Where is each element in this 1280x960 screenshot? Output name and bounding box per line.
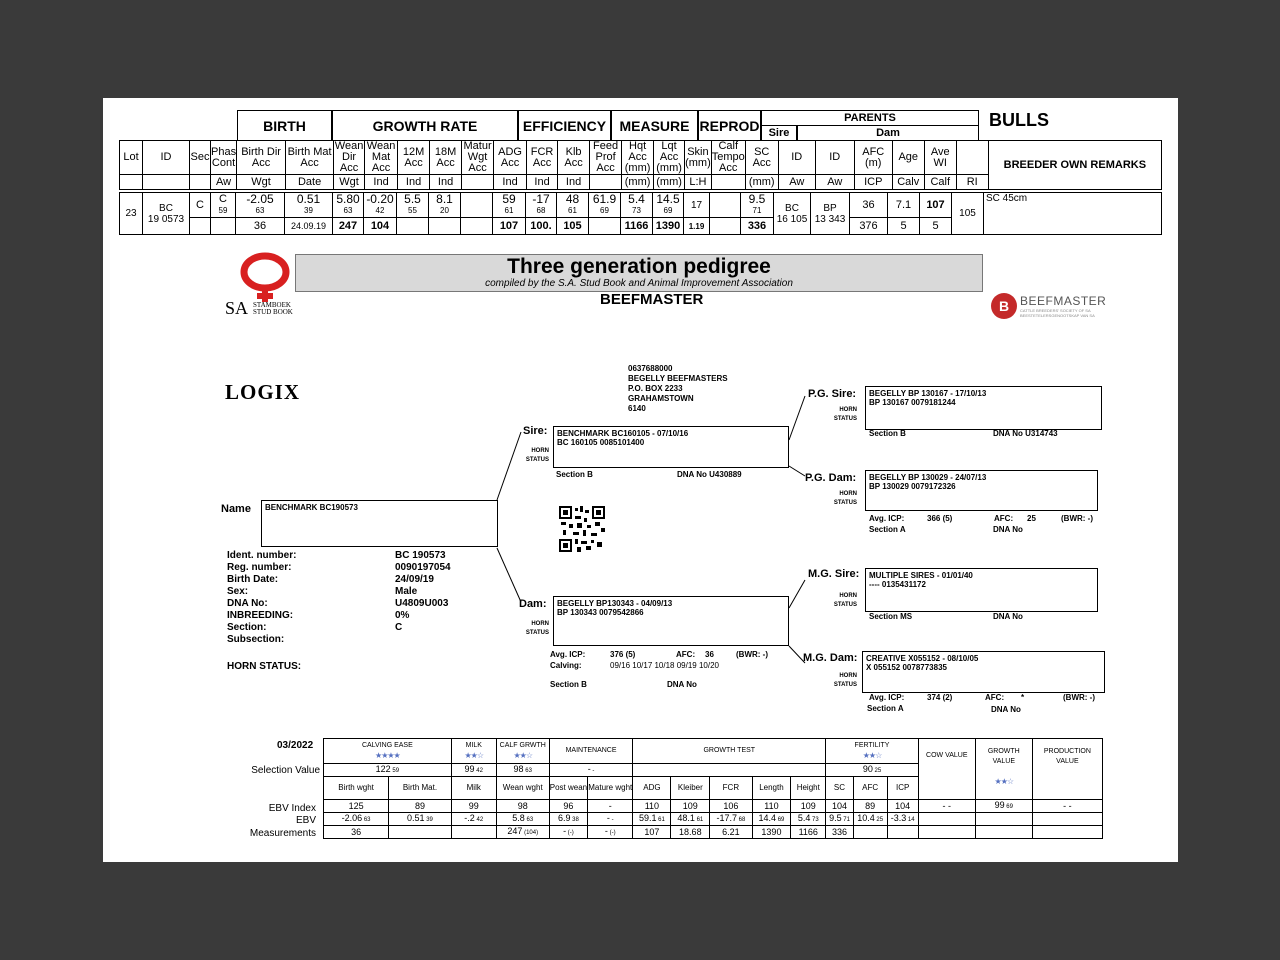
col-age: Age xyxy=(892,141,924,175)
ebv-cell xyxy=(451,826,496,839)
ebv-cell xyxy=(918,813,975,826)
sale-cell: 59 61 xyxy=(493,193,526,218)
sale-cell: 107 xyxy=(920,193,952,218)
ebv-index-row xyxy=(324,800,1103,813)
sub-17: L:H xyxy=(685,175,712,190)
ebv-cell: 6.21 xyxy=(710,826,752,839)
sale-cell: 36 xyxy=(236,218,285,235)
sale-cell: -0.20 42 xyxy=(364,193,397,218)
ebv-cell: Birth wght xyxy=(324,777,389,800)
ebv-group-growth-value: GROWTH VALUE ★★☆ xyxy=(975,739,1032,800)
mg-dam-box: CREATIVE X055152 - 08/10/05 X 055152 0078773835 xyxy=(862,651,1105,693)
ebv-cell: - - xyxy=(588,813,633,826)
sub-22: ICP xyxy=(854,175,892,190)
ebv-cell: 48.1 61 xyxy=(671,813,710,826)
sale-cell: 1.19 xyxy=(684,218,710,235)
group-dam: Dam xyxy=(797,125,979,140)
ebv-cell: 109 xyxy=(671,800,710,813)
sale-cell: 5 xyxy=(888,218,920,235)
ebv-cell xyxy=(975,826,1032,839)
pedigree-document xyxy=(103,98,1178,862)
sub-12: Ind xyxy=(527,175,558,190)
sub-4: Wgt xyxy=(237,175,286,190)
ebv-cell: ADG xyxy=(633,777,671,800)
sale-cell: -2.05 63 xyxy=(236,193,285,218)
sire-section: Section B xyxy=(556,470,593,479)
sub-13: Ind xyxy=(558,175,590,190)
ebv-cell: -3.3 14 xyxy=(887,813,918,826)
ebv-cell: 122 59 xyxy=(324,764,452,777)
sale-cell: C xyxy=(190,193,211,218)
ebv-table xyxy=(323,738,1103,839)
ebv-cell xyxy=(887,826,918,839)
ebv-cell: 106 xyxy=(710,800,752,813)
col-sc: SC Acc xyxy=(745,141,778,175)
ebv-cell: Birth Mat. xyxy=(389,777,452,800)
sub-15: (mm) xyxy=(622,175,654,190)
ebv-cell: 18.68 xyxy=(671,826,710,839)
dam-label: Dam: xyxy=(519,598,547,610)
ebv-cell: 110 xyxy=(752,800,791,813)
sub-5: Date xyxy=(286,175,334,190)
sub-23: Calv xyxy=(892,175,924,190)
sale-cell: 100. xyxy=(526,218,557,235)
sale-cell: -17 68 xyxy=(526,193,557,218)
ebv-cell: 36 xyxy=(324,826,389,839)
sale-cell: 7.1 xyxy=(888,193,920,218)
dam-section: Section B xyxy=(550,680,587,689)
col-12m: 12M Acc xyxy=(398,141,430,175)
group-growth-rate: GROWTH RATE xyxy=(332,110,518,140)
logix-logo: LOGIX xyxy=(225,380,301,404)
animal-name-box: BENCHMARK BC190573 xyxy=(261,500,498,547)
col-birth-dir: Birth Dir Acc xyxy=(237,141,286,175)
col-lqt: Lqt Acc (mm) xyxy=(654,141,685,175)
col-18m: 18M Acc xyxy=(430,141,462,175)
sire-label: Sire: xyxy=(523,425,548,437)
ebv-cell: 89 xyxy=(853,800,887,813)
col-phas-cont: Phas Cont xyxy=(211,141,237,175)
beefmaster-logo-text: BEEFMASTER xyxy=(1020,294,1107,308)
ebv-row-label-selection: Selection Value xyxy=(251,765,320,776)
ebv-cell: Length xyxy=(752,777,791,800)
col-ave-wi: Ave WI xyxy=(924,141,956,175)
ebv-cell: Height xyxy=(791,777,826,800)
breed-name: BEEFMASTER xyxy=(600,291,704,308)
sale-cell: 336 xyxy=(741,218,774,235)
ebv-cell: 99 42 xyxy=(451,764,496,777)
ebv-group-maintenance: MAINTENANCE xyxy=(549,739,633,764)
pg-sire-box: BEGELLY BP 130167 - 17/10/13 BP 130167 0079181244 xyxy=(865,386,1102,430)
page-subtitle: compiled by the S.A. Stud Book and Animal Improvement Association xyxy=(485,278,793,289)
ebv-row-label-index: EBV Index xyxy=(268,803,316,814)
ebv-cell: 98 63 xyxy=(496,764,549,777)
sale-cell: BC 19 0573 xyxy=(143,193,190,235)
ebv-cell xyxy=(389,826,452,839)
sub-16: (mm) xyxy=(654,175,685,190)
ebv-cell: - (-) xyxy=(588,826,633,839)
ebv-cell: - - xyxy=(549,764,633,777)
sa-logo-text: SA xyxy=(225,298,249,318)
sire-box: BENCHMARK BC160105 - 07/10/16 BC 160105 0085101400 xyxy=(553,426,789,468)
dam-dna: DNA No xyxy=(667,680,697,689)
ebv-cell: 5.8 63 xyxy=(496,813,549,826)
ebv-cell: 89 xyxy=(389,800,452,813)
ebv-cell: 0.51 39 xyxy=(389,813,452,826)
group-efficiency: EFFICIENCY xyxy=(518,110,611,140)
col-id: ID xyxy=(143,141,190,175)
ebv-group-fertility: FERTILITY ★★☆ xyxy=(826,739,919,764)
page-title: Three generation pedigree xyxy=(507,255,771,278)
sub-3: Aw xyxy=(211,175,237,190)
mg-sire-section: Section MS xyxy=(869,612,913,621)
group-parents: PARENTS xyxy=(761,110,979,125)
dam-box: BEGELLY BP130343 - 04/09/13 BP 130343 0079542866 xyxy=(553,596,789,646)
ebv-cell: FCR xyxy=(710,777,752,800)
ebv-cell xyxy=(853,826,887,839)
ebv-cell xyxy=(1032,813,1102,826)
sub-6: Wgt xyxy=(334,175,365,190)
col-klb: Klb Acc xyxy=(558,141,590,175)
ebv-cell xyxy=(975,813,1032,826)
sub-24: Calf xyxy=(924,175,956,190)
sub-21: Aw xyxy=(815,175,854,190)
sale-cell: BP 13 343 xyxy=(811,193,850,235)
sale-cell: 5.5 55 xyxy=(397,193,429,218)
sale-cell: 48 61 xyxy=(557,193,589,218)
ebv-group-milk: MILK ★★☆ xyxy=(451,739,496,764)
sale-cell: 0.51 39 xyxy=(285,193,333,218)
mg-dam-horn-status: HORN STATUS xyxy=(833,673,857,688)
ebv-row-label-measurements: Measurements xyxy=(249,828,316,839)
ebv-cell: 59.1 61 xyxy=(633,813,671,826)
ebv-cell: Kleiber xyxy=(671,777,710,800)
sire-dna: DNA No U430889 xyxy=(677,470,742,479)
sale-cell: 5.4 73 xyxy=(621,193,653,218)
sale-cell: 105 xyxy=(952,193,984,235)
ebv-group-production-value: PRODUCTION VALUE xyxy=(1032,739,1102,800)
dam-horn-status: HORN STATUS xyxy=(525,621,549,636)
ebv-cell: 6.9 38 xyxy=(549,813,587,826)
group-birth: BIRTH xyxy=(237,110,332,140)
ebv-cell: 125 xyxy=(324,800,389,813)
breeder-address: 0637688000 BEGELLY BEEFMASTERS P.O. BOX 2233 GRAHAMSTOWN 6140 xyxy=(628,364,728,413)
ebv-row-label-ebv: EBV xyxy=(295,815,316,826)
ebv-cell xyxy=(633,764,826,777)
sale-cell: 14.5 69 xyxy=(653,193,684,218)
beefmaster-logo-caption: CATTLE BREEDERS' SOCIETY OF SA BEESTETELERSGENOOTSKAP VAN SA xyxy=(1020,308,1095,318)
col-remarks: BREEDER OWN REMARKS xyxy=(988,141,1161,190)
col-birth-mat: Birth Mat Acc xyxy=(286,141,334,175)
col-hqt: Hqt Acc (mm) xyxy=(622,141,654,175)
ebv-cell: 247 (104) xyxy=(496,826,549,839)
sale-cell: 24.09.19 xyxy=(285,218,333,235)
ebv-group-growth-test: GROWTH TEST xyxy=(633,739,826,764)
col-sire-id: ID xyxy=(778,141,815,175)
ebv-cell: 99 69 xyxy=(975,800,1032,813)
ebv-cell: 10.4 25 xyxy=(853,813,887,826)
ebv-cell: Post wean xyxy=(549,777,587,800)
col-calf-tempo: Calf Tempo Acc xyxy=(711,140,745,174)
sale-cell: 105 xyxy=(557,218,589,235)
pg-dam-label: P.G. Dam: xyxy=(805,472,857,484)
sale-cell: 107 xyxy=(493,218,526,235)
ebv-cell: ICP xyxy=(887,777,918,800)
col-lot: Lot xyxy=(120,141,143,175)
sale-cell: 36 xyxy=(850,193,888,218)
name-label: Name xyxy=(221,503,251,515)
sale-cell: 1390 xyxy=(653,218,684,235)
ebv-cell: 336 xyxy=(826,826,854,839)
sale-cell: 61.9 69 xyxy=(589,193,621,218)
ebv-measurements-row xyxy=(324,826,1103,839)
ebv-cell: Milk xyxy=(451,777,496,800)
pg-dam-stats: Avg. ICP: 366 (5) AFC: 25 (BWR: -) Section A DNA No xyxy=(869,514,1093,534)
group-reprod: REPROD xyxy=(698,110,761,140)
col-wean-dir: Wean Dir Acc xyxy=(334,140,364,174)
animal-details-labels: Ident. number: Reg. number: Birth Date: Sex: DNA No: INBREEDING: Section: Subsection: xyxy=(227,550,297,645)
ebv-cell: -2.06 63 xyxy=(324,813,389,826)
col-sec: Sec xyxy=(190,141,211,175)
sale-cell: 23 xyxy=(120,193,143,235)
pg-dam-box: BEGELLY BP 130029 - 24/07/13 BP 130029 0079172326 xyxy=(865,470,1098,511)
ebv-cell: 5.4 73 xyxy=(791,813,826,826)
col-adg: ADG Acc xyxy=(494,141,527,175)
ebv-cell: 107 xyxy=(633,826,671,839)
sale-cell: 17 xyxy=(684,193,710,218)
sale-cell: C 59 xyxy=(211,193,236,218)
ebv-cell: 1166 xyxy=(791,826,826,839)
ebv-group-calving: CALVING EASE ★★★★ xyxy=(324,739,452,764)
sub-8: Ind xyxy=(398,175,430,190)
sub-25: RI xyxy=(956,175,988,190)
ebv-group-cow-value: COW VALUE xyxy=(918,739,975,800)
group-sire: Sire xyxy=(761,125,797,140)
ebv-cell: -.2 42 xyxy=(451,813,496,826)
mg-sire-box: MULTIPLE SIRES - 01/01/40 ---- 0135431172 xyxy=(865,568,1098,612)
mg-dam-stats: Avg. ICP: 374 (2) AFC: * (BWR: -) Section A DNA No xyxy=(867,693,1095,714)
dam-stats: Avg. ICP: 376 (5) AFC: 36 (BWR: -) Calving: 09/16 10/17 10/18 09/19 10/20 xyxy=(550,650,768,670)
ebv-cell: - - xyxy=(918,800,975,813)
ebv-cell: 110 xyxy=(633,800,671,813)
group-measure: MEASURE xyxy=(611,110,698,140)
col-feed-prof: Feed Prof Acc xyxy=(590,141,622,175)
mg-sire-dna: DNA No xyxy=(993,612,1023,621)
animal-details-values: BC 190573 0090197054 24/09/19 Male U4809U003 0% C xyxy=(395,550,451,633)
pg-sire-section: Section B xyxy=(869,429,906,438)
col-wean-mat: Wean Mat Acc xyxy=(365,141,398,175)
col-afc: AFC (m) xyxy=(854,141,892,175)
sale-cell: 104 xyxy=(364,218,397,235)
ebv-cell: 90 25 xyxy=(826,764,919,777)
sa-logo-caption: STAMBOEK STUD BOOK xyxy=(253,301,293,316)
svg-text:B: B xyxy=(998,298,1010,314)
ebv-date: 03/2022 xyxy=(277,740,314,751)
ebv-cell: 1390 xyxy=(752,826,791,839)
sub-11: Ind xyxy=(494,175,527,190)
mg-sire-horn-status: HORN STATUS xyxy=(833,593,857,608)
col-skin: Skin (mm) xyxy=(685,141,712,175)
ebv-cell: -17.7 68 xyxy=(710,813,752,826)
sub-9: Ind xyxy=(430,175,462,190)
ebv-cell: AFC xyxy=(853,777,887,800)
sub-19: (mm) xyxy=(745,175,778,190)
ebv-cell: - - xyxy=(1032,800,1102,813)
horn-status-label: HORN STATUS: xyxy=(227,661,302,672)
sub-7: Ind xyxy=(365,175,398,190)
ebv-cell: 99 xyxy=(451,800,496,813)
ebv-cell: SC xyxy=(826,777,854,800)
sale-cell: 247 xyxy=(333,218,364,235)
sire-horn-status: HORN STATUS xyxy=(525,448,549,463)
ebv-group-calf: CALF GRWTH ★★☆ xyxy=(496,739,549,764)
ebv-cell: 9.5 71 xyxy=(826,813,854,826)
ebv-cell: 104 xyxy=(826,800,854,813)
ebv-cell: 96 xyxy=(549,800,587,813)
sale-cell: 5 xyxy=(920,218,952,235)
col-matur-wgt: Matur Wgt Acc xyxy=(463,140,492,174)
ebv-cell xyxy=(1032,826,1102,839)
pg-sire-label: P.G. Sire: xyxy=(808,388,857,400)
sale-cell: 376 xyxy=(850,218,888,235)
pg-sire-horn-status: HORN STATUS xyxy=(833,407,857,422)
col-fcr: FCR Acc xyxy=(527,141,558,175)
pg-dam-horn-status: HORN STATUS xyxy=(833,491,857,506)
ebv-cell: 109 xyxy=(791,800,826,813)
ebv-cell: Wean wght xyxy=(496,777,549,800)
mg-sire-label: M.G. Sire: xyxy=(808,568,860,580)
ebv-cell: Mature wght xyxy=(588,777,633,800)
sale-cell: SC 45cm xyxy=(984,193,1162,235)
sale-cell: 1166 xyxy=(621,218,653,235)
ebv-cell: - (-) xyxy=(549,826,587,839)
ebv-cell: - xyxy=(588,800,633,813)
sub-20: Aw xyxy=(778,175,815,190)
ebv-cell: 14.4 69 xyxy=(752,813,791,826)
sale-cell: 8.1 20 xyxy=(429,193,461,218)
ebv-cell: 98 xyxy=(496,800,549,813)
ebv-cell: 104 xyxy=(887,800,918,813)
pg-sire-dna: DNA No U314743 xyxy=(993,429,1058,438)
ebv-values-row xyxy=(324,813,1103,826)
sale-cell: 5.80 63 xyxy=(333,193,364,218)
sale-cell: 9.5 71 xyxy=(741,193,774,218)
bulls-title: BULLS xyxy=(989,110,1049,130)
ebv-cell xyxy=(918,826,975,839)
qr-code-icon xyxy=(559,506,605,552)
mg-dam-label: M.G. Dam: xyxy=(803,652,858,664)
sale-cell: BC 16 105 xyxy=(774,193,811,235)
col-dam-id: ID xyxy=(815,141,854,175)
